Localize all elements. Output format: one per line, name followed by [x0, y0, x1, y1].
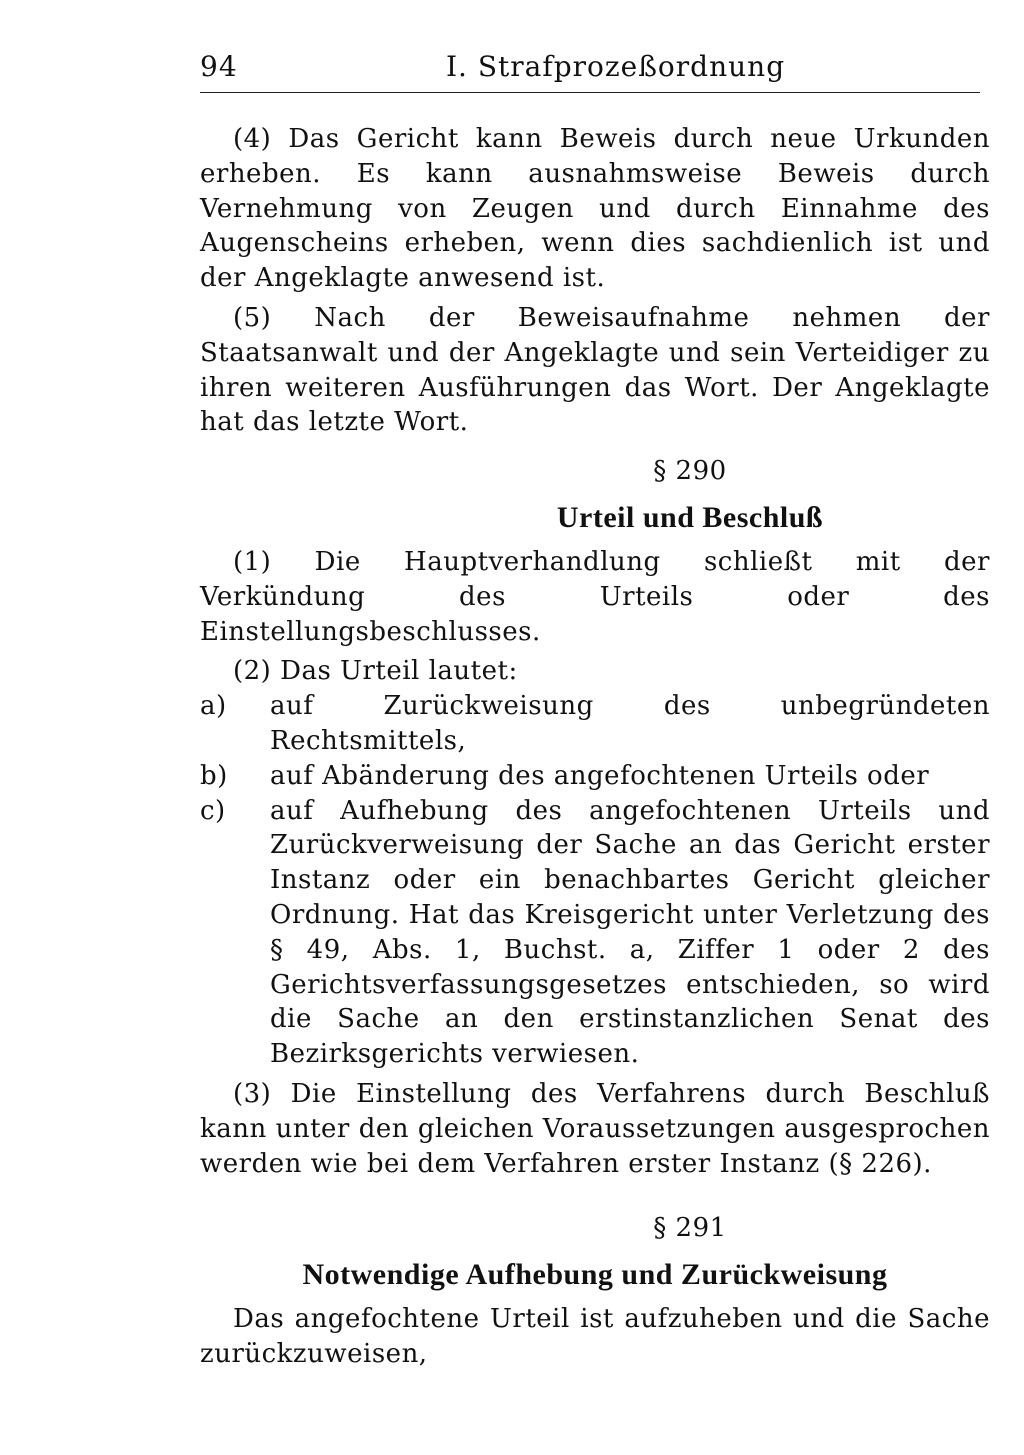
section-290-title: Urteil und Beschluß [556, 500, 824, 534]
running-title: I. Strafprozeßordnung [446, 50, 786, 83]
list-item-b [200, 759, 990, 794]
list-text-a: auf Zurückweisung des unbegründeten Rechtsmittels, [270, 691, 990, 756]
section-291-number: § 291 [653, 1213, 727, 1244]
list-item-c [200, 794, 990, 1072]
page-header [200, 50, 990, 90]
paragraph-5: (5) Nach der Beweisaufnahme nehmen der Staatsanwalt und der Angeklagte und sein Verteidiger zu ihren weiteren Ausführungen das Wort. Der Angeklagte hat das letzte Wort. [200, 302, 990, 438]
section-290-paragraph-2-intro: (2) Das Urteil lautet: [233, 656, 518, 687]
section-290-number: § 290 [653, 456, 727, 487]
section-291-paragraph-1: Das angefochtene Urteil ist aufzuheben und die Sache zurückzuweisen, [200, 1304, 990, 1369]
section-290-list [200, 689, 990, 1072]
list-marker-b: b) [200, 760, 228, 791]
paragraph-4: (4) Das Gericht kann Beweis durch neue Urkunden erheben. Es kann ausnahmsweise Beweis durch Vernehmung von Zeugen und durch Einnahme des Augenscheins erheben, wenn dies sachdienlich ist und der Angeklagte anwesend ist. [200, 124, 990, 294]
header-rule [200, 92, 980, 93]
page-content [200, 122, 990, 1372]
list-marker-a: a) [200, 691, 227, 722]
page-number: 94 [200, 50, 238, 83]
section-291-title: Notwendige Aufhebung und Zurückweisung [302, 1258, 888, 1292]
list-text-c: auf Aufhebung des angefochtenen Urteils und Zurückverweisung der Sache an das Gericht erster Instanz oder ein benachbartes Gericht gleicher Ordnung. Hat das Kreisgericht unter Verletzung des § 49, Abs. 1, Buchst. a, Ziffer 1 oder 2 des Gerichtsverfassungsgesetzes entschieden, so wird die Sache an den erstinstanzlichen Senat des Bezirksgerichts verwiesen. [270, 795, 990, 1070]
list-item-a [200, 689, 990, 759]
list-text-b: auf Abänderung des angefochtenen Urteils oder [270, 760, 930, 791]
list-marker-c: c) [200, 795, 226, 826]
section-290-paragraph-3: (3) Die Einstellung des Verfahrens durch Beschluß kann unter den gleichen Voraussetzungen ausgesprochen werden wie bei dem Verfahren erster Instanz (§ 226). [200, 1078, 990, 1179]
section-290-paragraph-1: (1) Die Hauptverhandlung schließt mit der Verkündung des Urteils oder des Einstellungsbeschlusses. [200, 546, 990, 647]
